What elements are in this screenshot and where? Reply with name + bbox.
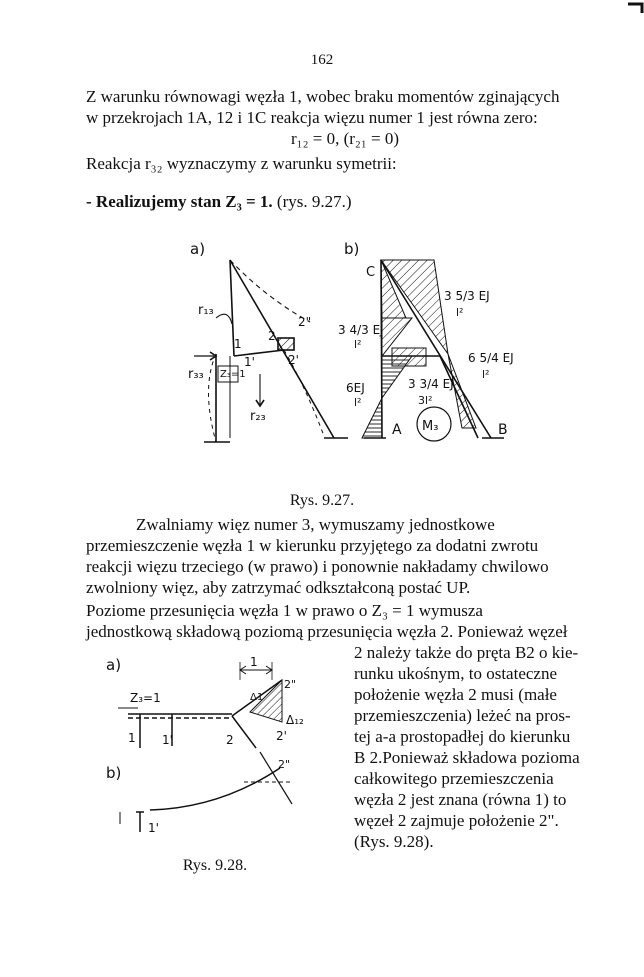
fig1-label-node2pp: 2" xyxy=(298,315,312,329)
fig1-label-node1: 1 xyxy=(234,337,242,351)
text-line: przemieszczenie węzła 1 w kierunku przyjętego za dodatni zwrotu xyxy=(86,536,539,555)
fig2-label-a: a) xyxy=(106,656,122,674)
figure-9-27-caption: Rys. 9.27. xyxy=(289,492,355,509)
paragraph-equilibrium xyxy=(86,86,604,149)
text-line: reakcji więzu trzeciego (w prawo) i ponownie nakładamy chwilowo xyxy=(86,557,549,576)
fig1-moment-m2: 3 4/3 EJ xyxy=(338,323,384,337)
fig1-moment-m2-denominator: l² xyxy=(354,338,362,351)
fig1-moment-m4: 6EJ xyxy=(346,381,365,395)
text-line: położenie węzła 2 musi (małe xyxy=(354,685,557,704)
text-line: zwolniony więz, aby zatrzymać odkształconą postać UP. xyxy=(86,578,471,597)
fig1-label-a: a) xyxy=(190,240,206,258)
text-line: Reakcja r₃₂ wyznaczymy z warunku symetrii: xyxy=(86,154,397,173)
fig1-label-r23: r₂₃ xyxy=(250,409,266,424)
fig1-moment-m5: 3 3/4 EJ xyxy=(408,377,454,391)
text-line: w przekrojach 1A, 12 i 1C reakcja więzu numer 1 jest równa zero: xyxy=(86,108,538,127)
fig1-moment-m3: 6 5/4 EJ xyxy=(468,351,514,365)
fig2-label-node1p-b: 1' xyxy=(148,821,159,835)
page-number: 162 xyxy=(310,52,334,68)
figure-9-28 xyxy=(100,652,330,850)
figure-9-28-caption: Rys. 9.28. xyxy=(182,857,248,874)
equation: r₁₂ = 0, (r₂₁ = 0) xyxy=(290,129,400,148)
corner-mark-icon xyxy=(626,0,644,14)
fig1-label-C: C xyxy=(366,265,376,280)
fig1-label-r13: r₁₃ xyxy=(198,303,214,318)
fig1-label-M3: M₃ xyxy=(422,419,439,434)
fig1-moment-m5-denominator: 3l² xyxy=(418,394,433,407)
fig2-label-node1: 1 xyxy=(128,731,136,745)
fig1-moment-m1-denominator: l² xyxy=(456,306,464,319)
text-line: Z warunku równowagi węzła 1, wobec braku momentów zginających xyxy=(86,87,560,106)
heading-text: - Realizujemy stan Z₃ = 1. xyxy=(86,192,273,211)
text-line: węzła 2 jest znana (równa 1) to xyxy=(354,790,567,809)
fig1-label-node2p: 2' xyxy=(288,353,299,367)
text-line: węzeł 2 zajmuje położenie 2". xyxy=(354,811,559,830)
text-line: Zwalniamy więz numer 3, wymuszamy jednostkowe xyxy=(136,515,495,534)
fig1-label-node2: 2 xyxy=(268,329,276,343)
paragraph-symmetry xyxy=(86,153,604,174)
fig1-label-node1p: 1' xyxy=(244,355,255,369)
text-line: całkowitego przemieszczenia xyxy=(354,769,554,788)
fig2-label-node2: 2 xyxy=(226,733,234,747)
fig2-label-delta1: Δ1 xyxy=(250,692,264,703)
text-line: (Rys. 9.28). xyxy=(354,832,434,851)
text-line: jednostkową składową poziomą przesunięcia węzła 2. Ponieważ węzeł xyxy=(86,622,568,641)
text-line: przemieszczenia) leżeć na pros- xyxy=(354,706,571,725)
figure-9-27 xyxy=(186,238,526,476)
text-line: Poziome przesunięcia węzła 1 w prawo o Z₃ = 1 wymusza xyxy=(86,601,483,620)
fig1-label-b: b) xyxy=(344,240,360,258)
fig2-label-node2pp-b: 2" xyxy=(278,758,291,771)
text-line: tej a-a prostopadłej do kierunku xyxy=(354,727,571,746)
paragraph-horizontal-shift xyxy=(86,600,604,642)
text-line: B 2.Ponieważ składowa pozioma xyxy=(354,748,580,767)
fig2-label-z3: Z₃=1 xyxy=(130,691,161,705)
section-heading xyxy=(86,192,352,212)
fig2-label-b: b) xyxy=(106,764,122,782)
fig2-label-node2p: 2' xyxy=(276,729,287,743)
paragraph-release-constraint xyxy=(86,514,604,598)
fig2-label-node1p: 1' xyxy=(162,733,173,747)
fig1-label-A: A xyxy=(392,422,402,438)
fig1-label-z3: Z₃=1 xyxy=(220,369,246,380)
text-line: runku ukośnym, to ostateczne xyxy=(354,664,558,683)
fig2-label-delta12: Δ₁₂ xyxy=(286,713,304,727)
fig1-moment-m4-denominator: l² xyxy=(354,396,362,409)
fig2-label-node2pp: 2" xyxy=(284,678,297,691)
fig1-moment-m1: 3 5/3 EJ xyxy=(444,289,490,303)
text-line: 2 należy także do pręta B2 o kie- xyxy=(354,643,579,662)
paragraph-node-2-position xyxy=(354,642,604,852)
fig2-label-dimension: 1 xyxy=(250,655,258,669)
fig1-label-r33: r₃₃ xyxy=(188,367,204,382)
fig1-moment-m3-denominator: l² xyxy=(482,368,490,381)
heading-figure-ref: (rys. 9.27.) xyxy=(276,192,352,211)
text-line-first xyxy=(86,514,604,535)
fig1-label-B: B xyxy=(498,422,508,438)
